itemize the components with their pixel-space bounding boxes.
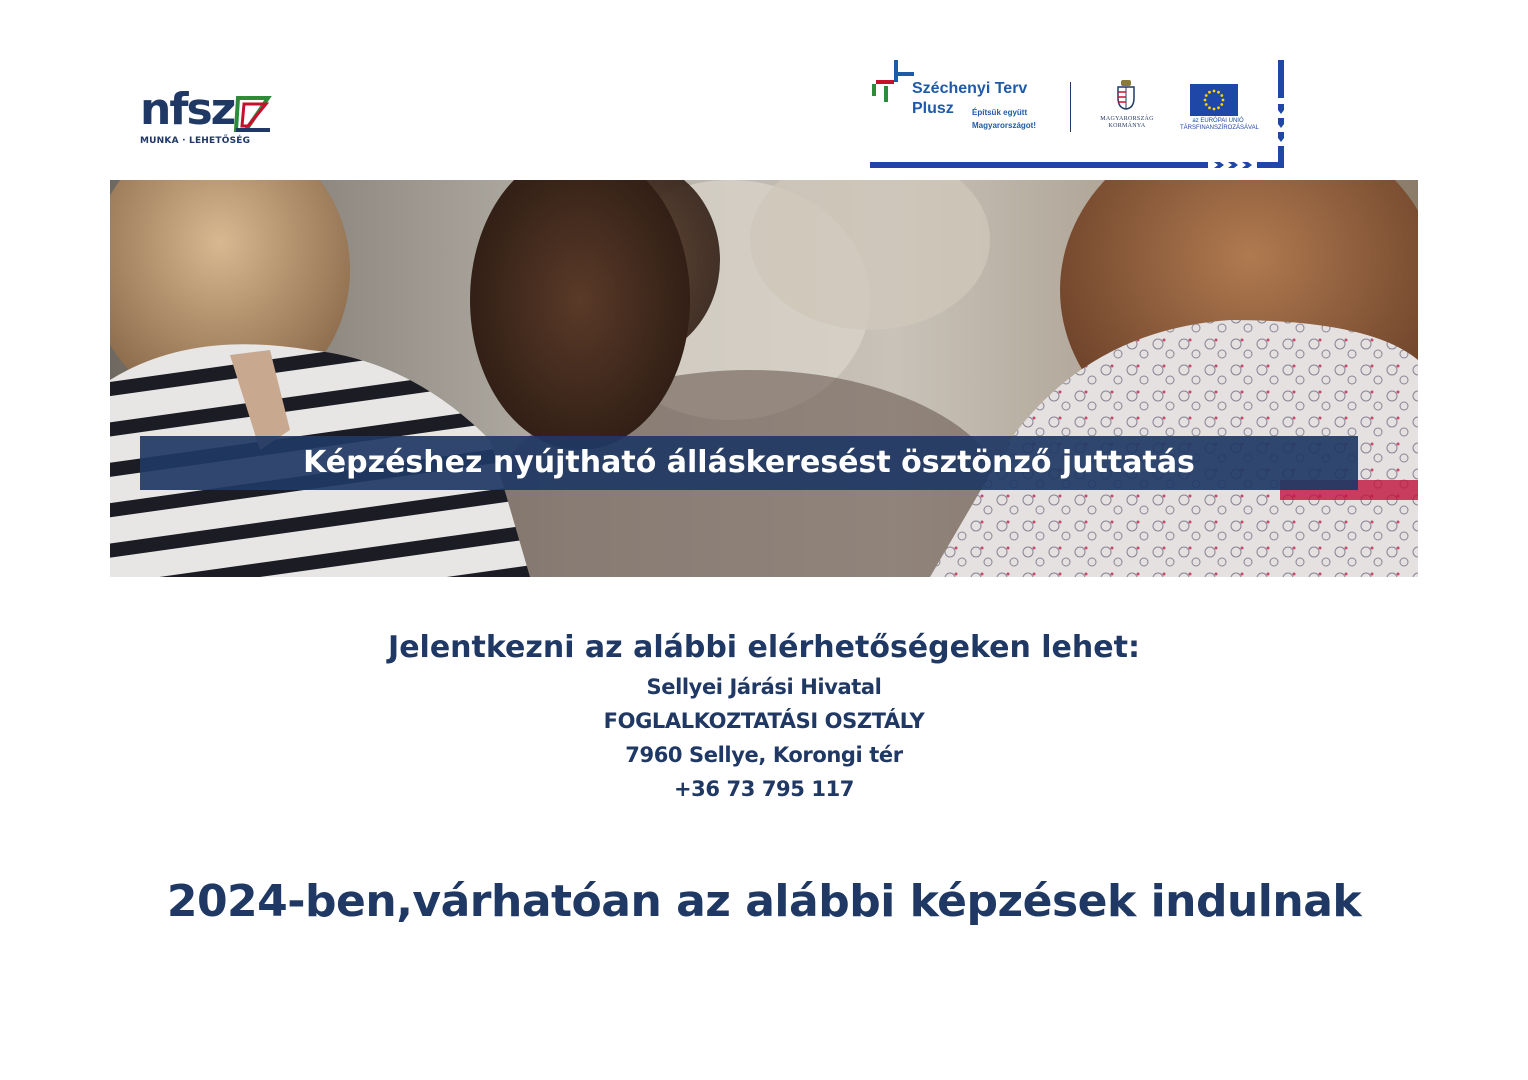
hungarian-coat-of-arms-icon — [1116, 80, 1136, 110]
contact-office: Sellyei Járási Hivatal — [646, 675, 882, 699]
contact-address: 7960 Sellye, Korongi tér — [625, 743, 903, 767]
nfsz-logo — [140, 84, 290, 150]
hero-image — [110, 180, 1418, 577]
szechenyi-banner — [868, 58, 1286, 170]
trainings-headline: 2024-ben,várhatóan az alábbi képzések indulnak — [166, 876, 1362, 927]
nfsz-tagline: MUNKA · LEHETŐSÉG — [140, 136, 251, 146]
eu-flag-icon — [1190, 84, 1238, 116]
szechenyi-plus: Plusz — [912, 100, 954, 117]
banner-divider — [1070, 82, 1071, 132]
contact-department: FOGLALKOZTATÁSI OSZTÁLY — [603, 709, 925, 733]
government-label: MAGYARORSZÁG KORMÁNYA — [1100, 116, 1154, 129]
contact-phone: +36 73 795 117 — [673, 777, 855, 801]
nfsz-z-stripes-icon — [232, 96, 272, 132]
hero-title: Képzéshez nyújtható álláskeresést ösztönző juttatás — [303, 445, 1195, 480]
contact-block — [0, 626, 1528, 806]
contact-heading: Jelentkezni az alábbi elérhetőségeken lehet: — [388, 630, 1140, 665]
szechenyi-title: Széchenyi Terv — [912, 80, 1028, 97]
szechenyi-slogan: Építsük együtt Magyarországot! — [972, 108, 1037, 130]
hero-title-bar — [140, 436, 1358, 490]
hero-photo-illustration — [110, 180, 1418, 577]
eu-cofinancing-label: az EURÓPAI UNIÓ TÁRSFINANSZÍROZÁSÁVAL — [1180, 118, 1259, 131]
nfsz-wordmark: nfsz — [140, 84, 235, 135]
szechenyi-cross-icon — [870, 60, 916, 106]
